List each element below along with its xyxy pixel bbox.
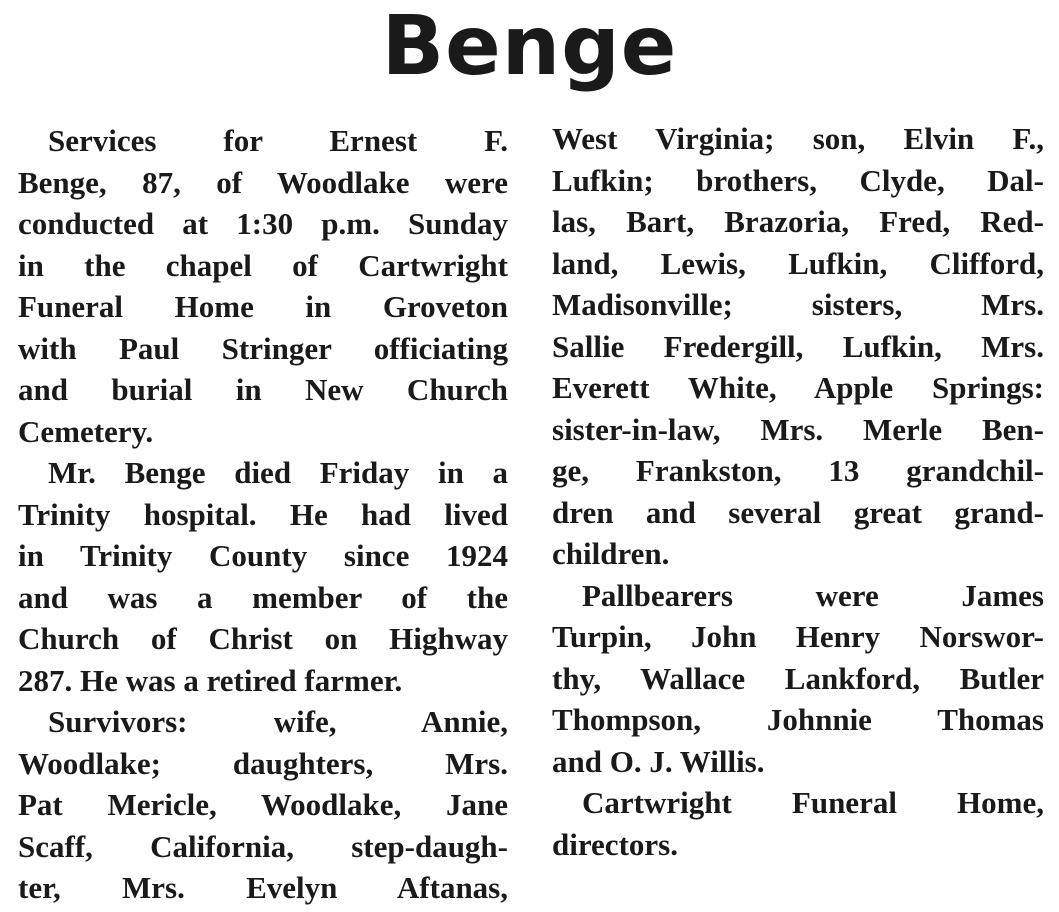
text-line: conducted at 1:30 p.m. Sunday xyxy=(18,206,508,241)
pallbearers-paragraph xyxy=(552,575,1044,783)
text-line: and O. J. Willis. xyxy=(552,743,765,779)
text-line: land, Lewis, Lufkin, Clifford, xyxy=(552,245,1044,281)
text-line: sister-in-law, Mrs. Merle Ben- xyxy=(552,411,1044,447)
text-line: Turpin, John Henry Norswor- xyxy=(552,619,1044,654)
text-line: in Trinity County since 1924 xyxy=(18,538,508,573)
survivors-continued-paragraph xyxy=(552,118,1044,575)
services-paragraph xyxy=(18,120,508,452)
directors-paragraph xyxy=(552,782,1044,865)
text-line: Pallbearers were James xyxy=(582,577,1044,613)
text-line: in the chapel of Cartwright xyxy=(18,247,508,283)
text-line: dren and several great grand- xyxy=(552,494,1044,530)
text-line: Pat Mericle, Woodlake, Jane xyxy=(18,787,508,822)
text-line: Thompson, Johnnie Thomas xyxy=(552,702,1044,737)
text-line: directors. xyxy=(552,826,678,862)
text-line: ter, Mrs. Evelyn Aftanas, xyxy=(18,870,508,905)
text-line: Benge, 87, of Woodlake were xyxy=(18,164,508,200)
text-line: Trinity hospital. He had lived xyxy=(18,496,508,532)
obituary-headline: Benge xyxy=(381,0,678,94)
text-line: 287. He was a retired farmer. xyxy=(18,662,403,698)
text-line: West Virginia; son, Elvin F., xyxy=(552,121,1044,156)
text-line: and was a member of the xyxy=(18,579,508,615)
text-line: Everett White, Apple Springs: xyxy=(552,370,1044,405)
text-line: Funeral Home in Groveton xyxy=(18,289,508,324)
text-line: Sallie Fredergill, Lufkin, Mrs. xyxy=(552,328,1044,364)
text-line: Cemetery. xyxy=(18,413,154,449)
text-line: las, Bart, Brazoria, Fred, Red- xyxy=(552,204,1044,239)
left-column xyxy=(18,120,508,909)
text-line: Scaff, California, step-daugh- xyxy=(18,828,508,864)
right-column xyxy=(552,118,1044,865)
text-line: Mr. Benge died Friday in a xyxy=(48,455,508,490)
text-line: ge, Frankston, 13 grandchil- xyxy=(552,453,1044,488)
text-line: thy, Wallace Lankford, Butler xyxy=(552,660,1044,696)
text-line: with Paul Stringer officiating xyxy=(18,330,508,366)
text-line: Church of Christ on Highway xyxy=(18,621,508,656)
text-line: Woodlake; daughters, Mrs. xyxy=(18,745,508,781)
text-line: Lufkin; brothers, Clyde, Dal- xyxy=(552,162,1044,198)
text-line: Services for Ernest F. xyxy=(48,123,508,158)
text-line: Cartwright Funeral Home, xyxy=(582,785,1044,820)
survivors-paragraph xyxy=(18,701,508,909)
death-paragraph xyxy=(18,452,508,701)
text-line: and burial in New Church xyxy=(18,372,508,407)
text-line: Survivors: wife, Annie, xyxy=(48,704,508,739)
text-line: children. xyxy=(552,536,670,571)
text-line: Madisonville; sisters, Mrs. xyxy=(552,287,1044,322)
